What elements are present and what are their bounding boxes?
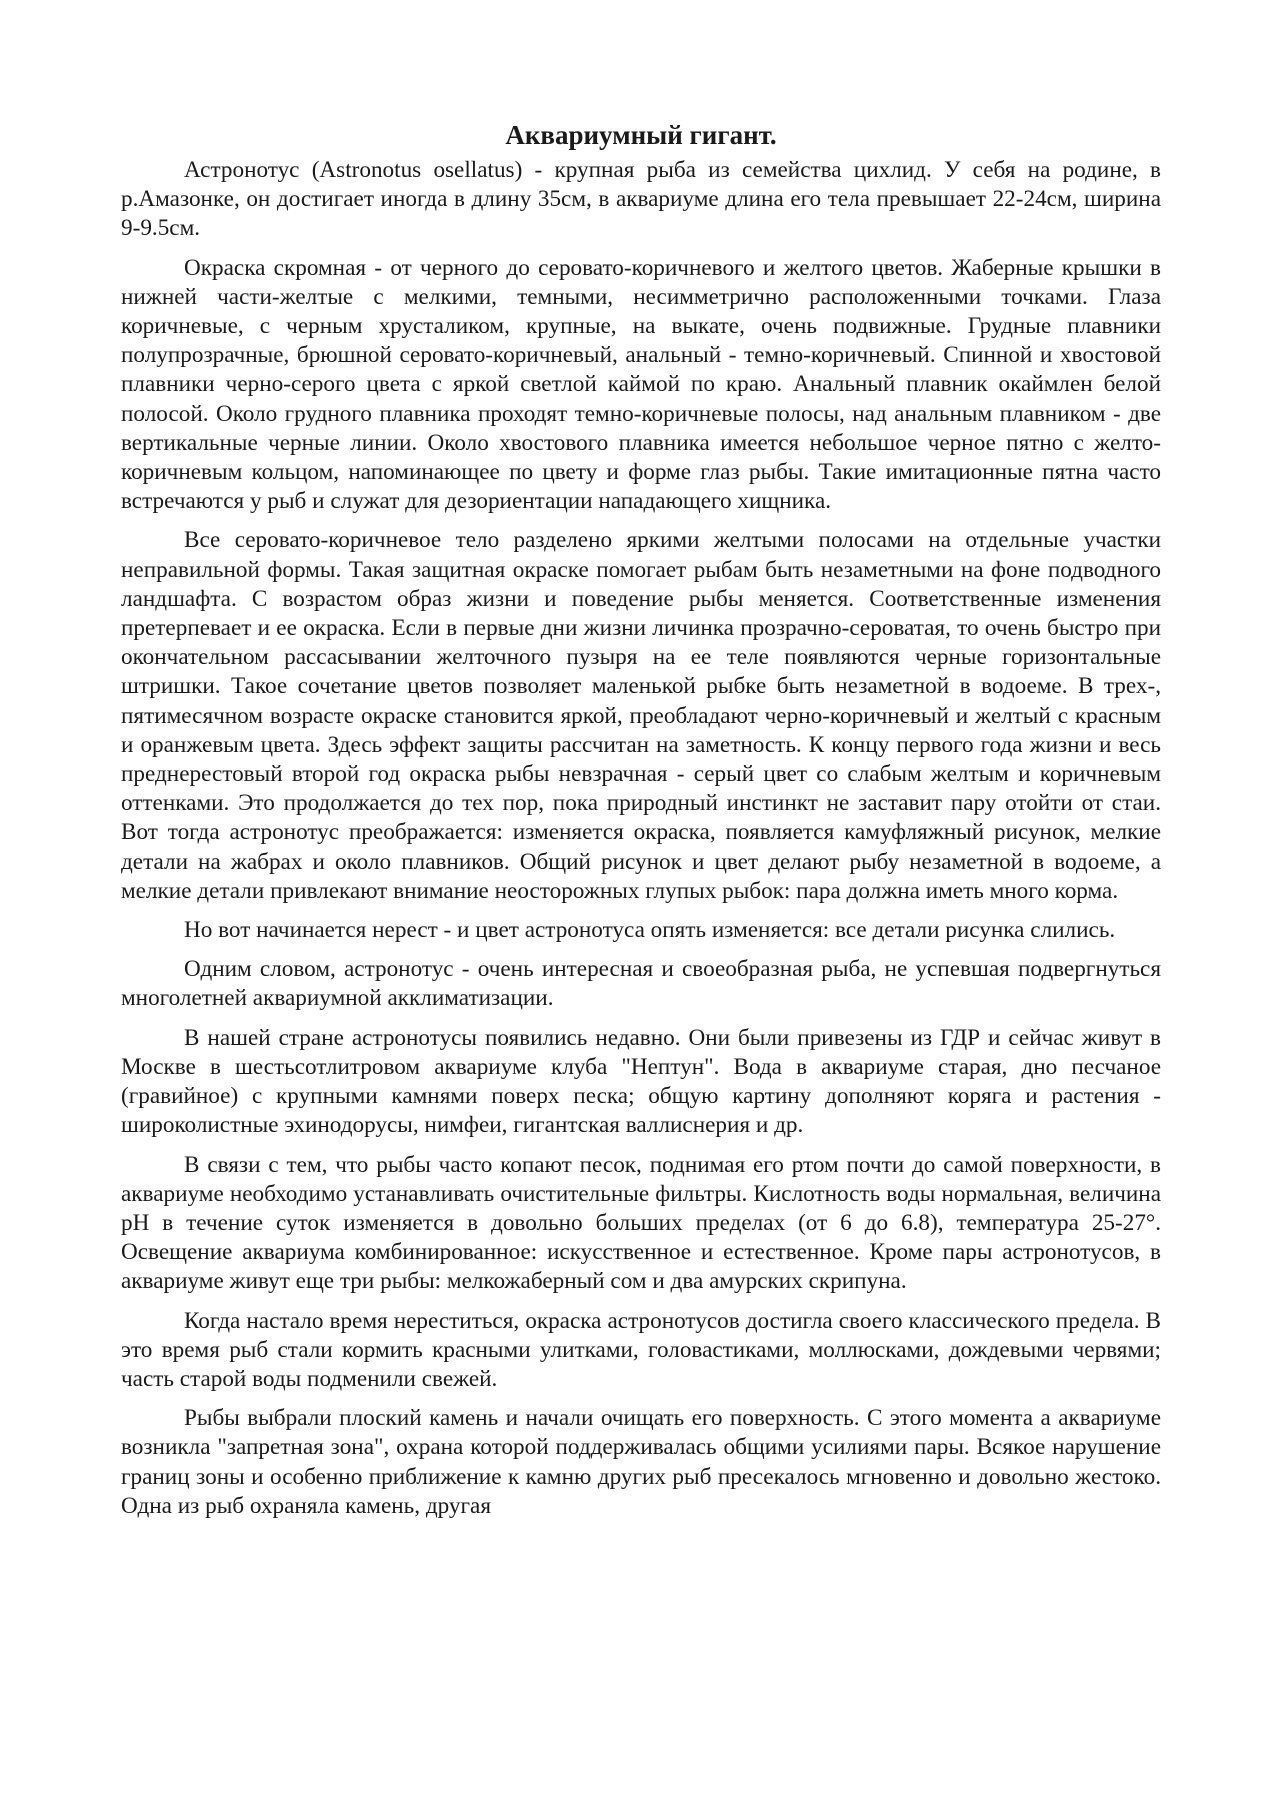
paragraph-body-pattern: Все серовато-коричневое тело разделено яркими желтыми полосами на отдельные участки неправильной формы. Такая защитная окраске помогает рыбам быть незаметными на фоне подводного ландшафта. С возрастом образ жизни и поведение рыбы меняется. Соответственные изменения претерпевает и ее окраска. Если в первые дни жизни личинка прозрачно-сероватая, то очень быстро при окончательном рассасывании желточного пузыря на ее теле появляются черные горизонтальные штришки. Такое сочетание цветов позволяет маленькой рыбке быть незаметной в водоеме. В трех-, пятимесячном возрасте окраске становится яркой, преобладают черно-коричневый и желтый с красным и оранжевым цвета. Здесь эффект защиты рассчитан на заметность. К концу первого года жизни и весь преднерестовый второй год окраска рыбы невзрачная - серый цвет со слабым желтым и коричневым оттенками. Это продолжается до тех пор, пока природный инстинкт не заставит пару отойти от стаи. Вот тогда астронотус преображается: изменяется окраска, появляется камуфляжный рисунок, мелкие детали на жабрах и около плавников. Общий рисунок и цвет делают рыбу незаметной в водоеме, а мелкие детали привлекают внимание неосторожных глупых рыбок: пара должна иметь много корма.: [121, 527, 1161, 904]
document-title: Аквариумный гигант.: [505, 120, 777, 150]
paragraph-size: Астронотус (Astronotus osellatus) - крупная рыба из семейства цихлид. У себя на родине, в р.Амазонке, он достигает иногда в длину 35см, в аквариуме длина его тела превышает 22-24см, ширина 9-9.5см.: [121, 157, 1161, 242]
paragraph-water-conditions: В связи с тем, что рыбы часто копают песок, поднимая его ртом почти до самой поверхности, в аквариуме необходимо устанавливать очистительные фильтры. Кислотность воды нормальная, величина pH в течение суток изменяется в довольно больших пределах (от 6 до 6.8), температура 25-27°. Освещение аквариума комбинированное: искусственное и естественное. Кроме пары астронотусов, в аквариуме живут еще три рыбы: мелкожаберный сом и два амурских скрипуна.: [121, 1151, 1161, 1295]
paragraph-territory: Рыбы выбрали плоский камень и начали очищать его поверхность. С этого момента а аквариуме возникла "запретная зона", охрана которой поддерживалась общими усилиями пары. Всякое нарушение границ зоны и особенно приближение к камню других рыб пресекалось мгновенно и довольно жестоко. Одна из рыб охраняла камень, другая: [121, 1405, 1161, 1519]
paragraph-summary: Одним словом, астронотус - очень интересная и своеобразная рыба, не успевшая подвергнуться многолетней аквариумной акклиматизации.: [121, 956, 1161, 1012]
paragraph-aquarium: В нашей стране астронотусы появились недавно. Они были привезены из ГДР и сейчас живут в Москве в шестьсотлитровом аквариуме клуба "Нептун". Вода в аквариуме старая, дно песчаное (гравийное) с крупными камнями поверх песка; общую картину дополняют коряга и растения - широколистные эхинодорусы, нимфеи, гигантская валлиснерия и др.: [121, 1024, 1161, 1139]
document-page: [121, 118, 1161, 1531]
paragraph-feeding: Когда настало время нереститься, окраска астронотусов достигла своего классического предела. В это время рыб стали кормить красными улитками, головастиками, моллюсками, дождевыми червями; часть старой воды подменили свежей.: [121, 1307, 1161, 1392]
paragraph-spawning-color: Но вот начинается нерест - и цвет астронотуса опять изменяется: все детали рисунка слились.: [184, 917, 1116, 944]
paragraph-coloration: Окраска скромная - от черного до серовато-коричневого и желтого цветов. Жаберные крышки в нижней части-желтые с мелкими, темными, несимметрично расположенными точками. Глаза коричневые, с черным хрусталиком, крупные, на выкате, очень подвижные. Грудные плавники полупрозрачные, брюшной серовато-коричневый, анальный - темно-коричневый. Спинной и хвостовой плавники черно-серого цвета с яркой светлой каймой по краю. Анальный плавник окаймлен белой полосой. Около грудного плавника проходят темно-коричневые полосы, над анальным плавником - две вертикальные черные линии. Около хвостового плавника имеется небольшое черное пятно с желто-коричневым кольцом, напоминающее по цвету и форме глаз рыбы. Такие имитационные пятна часто встречаются у рыб и служат для дезориентации нападающего хищника.: [121, 254, 1161, 515]
